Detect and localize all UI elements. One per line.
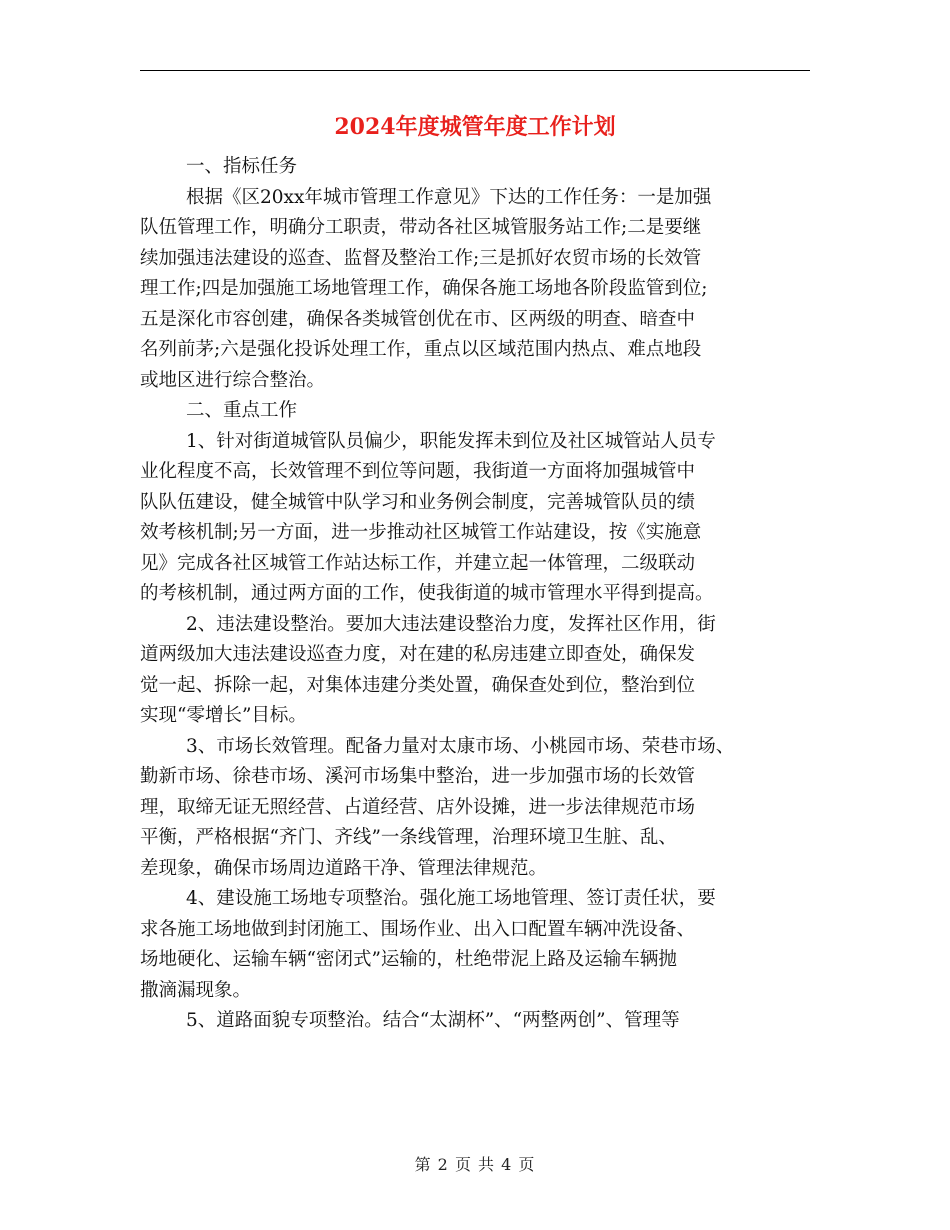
text-line: 一、指标任务 (186, 156, 298, 177)
text-line: 根据《区20xx年城市管理工作意见》下达的工作任务：一是加强 (186, 186, 712, 208)
text-line: 效考核机制;另一方面，进一步推动社区城管工作站建设，按《实施意 (140, 522, 702, 543)
text-line: 求各施工场地做到封闭施工、围场作业、出入口配置车辆冲洗设备、 (140, 918, 696, 940)
text-line: 名列前茅;六是强化投诉处理工作，重点以区域范围内热点、难点地段 (140, 339, 702, 360)
text-line: 实现“零增长”目标。 (140, 705, 307, 726)
text-line: 续加强违法建设的巡查、监督及整治工作;三是抓好农贸市场的长效管 (140, 247, 702, 269)
text-line: 撒滴漏现象。 (140, 979, 252, 1001)
document-body (140, 152, 830, 1037)
text-line: 理工作;四是加强施工场地管理工作，确保各施工场地各阶段监管到位; (140, 278, 708, 299)
text-line: 队队伍建设，健全城管中队学习和业务例会制度，完善城管队员的绩 (140, 491, 696, 513)
text-line: 场地硬化、运输车辆“密闭式”运输的，杜绝带泥上路及运输车辆抛 (140, 949, 677, 970)
text-line: 理，取缔无证无照经营、占道经营、店外设摊，进一步法律规范市场 (140, 796, 696, 818)
text-line: 3、市场长效管理。配备力量对太康市场、小桃园市场、荣巷市场、 (186, 735, 735, 757)
text-line: 1、针对街道城管队员偏少，职能发挥未到位及社区城管站人员专 (186, 430, 716, 452)
text-line: 队伍管理工作，明确分工职责，带动各社区城管服务站工作;二是要继 (140, 217, 702, 238)
text-line: 平衡，严格根据“齐门、齐线”一条线管理，治理环境卫生脏、乱、 (140, 827, 677, 848)
text-line: 或地区进行综合整治。 (140, 369, 326, 391)
text-line: 二、重点工作 (186, 400, 298, 421)
text-line: 业化程度不高，长效管理不到位等问题，我街道一方面将加强城管中 (140, 461, 696, 482)
text-line: 勤新市场、徐巷市场、溪河市场集中整治，进一步加强市场的长效管 (140, 766, 696, 787)
text-line: 道两级加大违法建设巡查力度，对在建的私房违建立即查处，确保发 (140, 644, 696, 665)
text-line: 5、道路面貌专项整治。结合“太湖杯”、“两整两创”、管理等 (186, 1010, 680, 1031)
page-footer: 第 2 页 共 4 页 (414, 1155, 536, 1174)
text-line: 差现象，确保市场周边道路干净、管理法律规范。 (140, 857, 548, 879)
text-line: 的考核机制，通过两方面的工作，使我街道的城市管理水平得到提高。 (140, 583, 714, 604)
header-rule (140, 70, 810, 71)
text-line: 2、违法建设整治。要加大违法建设整治力度，发挥社区作用，街 (186, 613, 716, 635)
document-title: 2024年度城管年度工作计划 (334, 114, 616, 140)
text-line: 见》完成各社区城管工作站达标工作，并建立起一体管理，二级联动 (140, 552, 696, 574)
text-line: 五是深化市容创建，确保各类城管创优在市、区两级的明查、暗查中 (140, 308, 696, 330)
text-line: 4、建设施工场地专项整治。强化施工场地管理、签订责任状，要 (186, 888, 716, 909)
text-line: 觉一起、拆除一起，对集体违建分类处置，确保查处到位，整治到位 (140, 674, 696, 696)
